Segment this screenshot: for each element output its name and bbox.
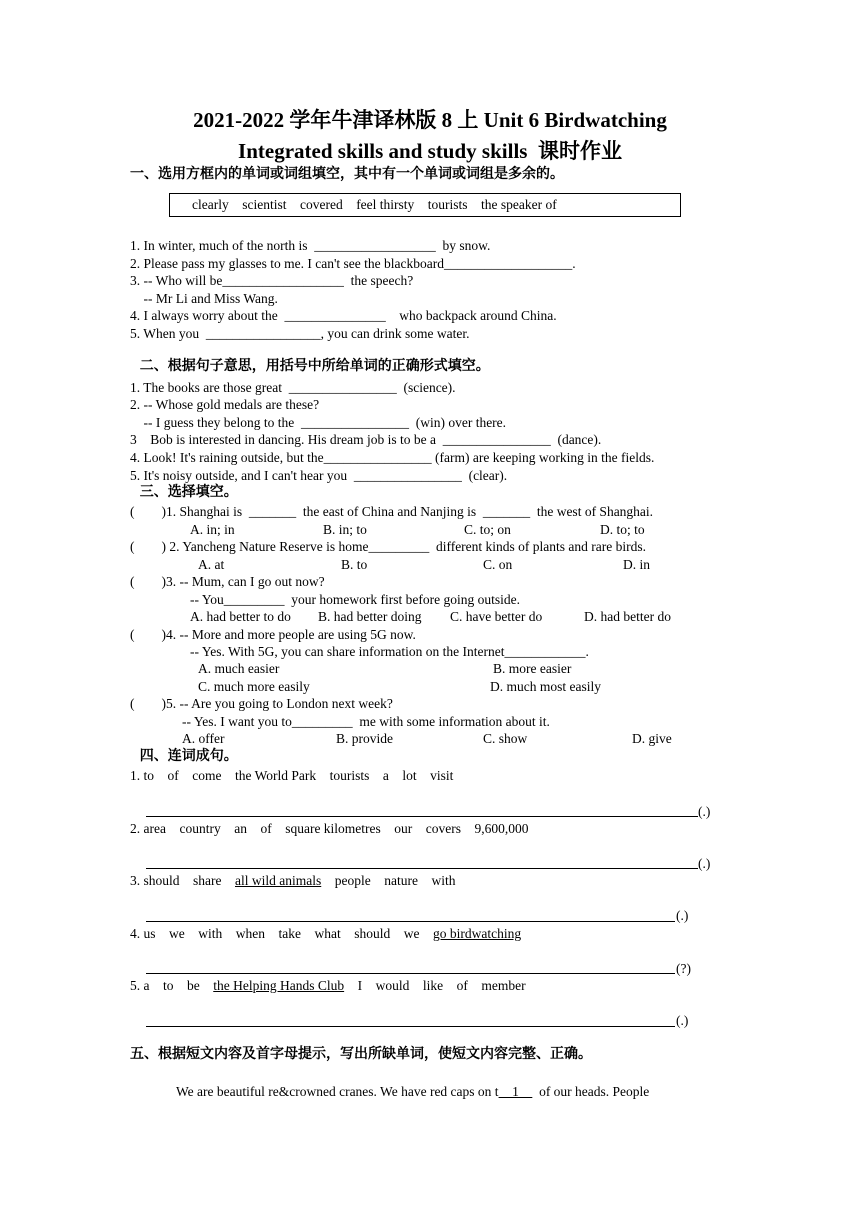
mc-q4-answer-line: -- Yes. With 5G, you can share information on the Internet____________. bbox=[190, 644, 589, 659]
s2-item-1: 1. The books are those great ________________ (science). bbox=[130, 380, 456, 395]
answer-line-1[interactable] bbox=[146, 816, 698, 817]
reorder-item-2: 2. area country an of square kilometres our covers 9,600,000 bbox=[130, 821, 529, 836]
answer-line-5[interactable] bbox=[146, 1026, 675, 1027]
mc-q5-option-a: A. offer bbox=[182, 731, 225, 746]
s1-item-5: 5. When you _________________, you can drink some water. bbox=[130, 326, 470, 341]
mc-q3-option-b: B. had better doing bbox=[318, 609, 422, 624]
s2-item-2-answer: -- I guess they belong to the ________________ (win) over there. bbox=[130, 415, 507, 430]
reorder-end-3: (.) bbox=[676, 908, 689, 923]
s2-item-5: 5. It's noisy outside, and I can't hear you ________________ (clear). bbox=[130, 468, 508, 483]
s2-item-3: 3 Bob is interested in dancing. His dream job is to be a ________________ (dance). bbox=[130, 432, 602, 447]
mc-q5-option-b: B. provide bbox=[336, 731, 393, 746]
passage-first-line: We are beautiful re&crowned cranes. We have red caps on t 1 of our heads. People bbox=[176, 1084, 650, 1099]
reorder-item-3: 3. should share all wild animals people nature with bbox=[130, 873, 456, 888]
s1-item-3-answer: -- Mr Li and Miss Wang. bbox=[130, 291, 278, 306]
section3-heading: 三、选择填空。 bbox=[130, 484, 238, 500]
answer-line-3[interactable] bbox=[146, 921, 675, 922]
reorder-end-5: (.) bbox=[676, 1013, 689, 1028]
word-box bbox=[169, 193, 681, 217]
mc-q4-option-c: C. much more easily bbox=[198, 679, 310, 694]
reorder-item-4: 4. us we with when take what should we go birdwatching bbox=[130, 926, 522, 941]
mc-q5: ( )5. -- Are you going to London next week? bbox=[130, 696, 393, 711]
mc-q5-option-c: C. show bbox=[483, 731, 528, 746]
word-box-words: clearly scientist covered feel thirsty tourists the speaker of bbox=[192, 197, 557, 212]
s2-item-4: 4. Look! It's raining outside, but the________________ (farm) are keeping working in the fields. bbox=[130, 450, 655, 465]
reorder-item-5: 5. a to be the Helping Hands Club I would like of member bbox=[130, 978, 526, 993]
section4-heading: 四、连词成句。 bbox=[130, 748, 238, 764]
section5-heading: 五、根据短文内容及首字母提示，写出所缺单词，使短文内容完整、正确。 bbox=[130, 1046, 592, 1062]
mc-q1-option-c: C. to; on bbox=[464, 522, 511, 537]
mc-q1: ( )1. Shanghai is _______ the east of China and Nanjing is _______ the west of Shanghai. bbox=[130, 504, 654, 519]
section2-heading: 二、根据句子意思，用括号中所给单词的正确形式填空。 bbox=[130, 358, 490, 374]
mc-q3-option-d: D. had better do bbox=[584, 609, 671, 624]
reorder-end-1: (.) bbox=[698, 804, 711, 819]
mc-q4: ( )4. -- More and more people are using 5G now. bbox=[130, 627, 416, 642]
mc-q2: ( ) 2. Yancheng Nature Reserve is home_________ different kinds of plants and rare birds. bbox=[130, 539, 647, 554]
mc-q2-option-c: C. on bbox=[483, 557, 513, 572]
mc-q3-option-c: C. have better do bbox=[450, 609, 543, 624]
s2-item-2: 2. -- Whose gold medals are these? bbox=[130, 397, 320, 412]
mc-q1-option-b: B. in; to bbox=[323, 522, 367, 537]
mc-q1-option-d: D. to; to bbox=[600, 522, 645, 537]
mc-q5-answer-line: -- Yes. I want you to_________ me with some information about it. bbox=[182, 714, 550, 729]
mc-q4-option-a: A. much easier bbox=[198, 661, 280, 676]
page-title-line1: 2021-2022 学年牛津译林版 8 上 Unit 6 Birdwatching bbox=[193, 108, 667, 132]
mc-q3-answer-line: -- You_________ your homework first before going outside. bbox=[190, 592, 520, 607]
mc-q4-option-b: B. more easier bbox=[493, 661, 572, 676]
mc-q4-option-d: D. much most easily bbox=[490, 679, 601, 694]
s1-item-1: 1. In winter, much of the north is __________________ by snow. bbox=[130, 238, 491, 253]
answer-line-2[interactable] bbox=[146, 868, 698, 869]
reorder-item-1: 1. to of come the World Park tourists a lot visit bbox=[130, 768, 454, 783]
mc-q5-option-d: D. give bbox=[632, 731, 672, 746]
blank-1[interactable]: 1 bbox=[498, 1084, 533, 1099]
section1-heading: 一、选用方框内的单词或词组填空，其中有一个单词或词组是多余的。 bbox=[130, 166, 564, 182]
mc-q3-option-a: A. had better to do bbox=[190, 609, 291, 624]
mc-q3: ( )3. -- Mum, can I go out now? bbox=[130, 574, 325, 589]
mc-q1-option-a: A. in; in bbox=[190, 522, 235, 537]
mc-q2-option-b: B. to bbox=[341, 557, 368, 572]
page-title-line2: Integrated skills and study skills 课时作业 bbox=[238, 139, 622, 163]
answer-line-4[interactable] bbox=[146, 973, 675, 974]
mc-q2-option-a: A. at bbox=[198, 557, 225, 572]
s1-item-3: 3. -- Who will be__________________ the speech? bbox=[130, 273, 414, 288]
s1-item-4: 4. I always worry about the _______________ who backpack around China. bbox=[130, 308, 557, 323]
s1-item-2: 2. Please pass my glasses to me. I can't see the blackboard___________________. bbox=[130, 256, 576, 271]
reorder-end-2: (.) bbox=[698, 856, 711, 871]
reorder-end-4: (?) bbox=[676, 961, 691, 976]
mc-q2-option-d: D. in bbox=[623, 557, 650, 572]
